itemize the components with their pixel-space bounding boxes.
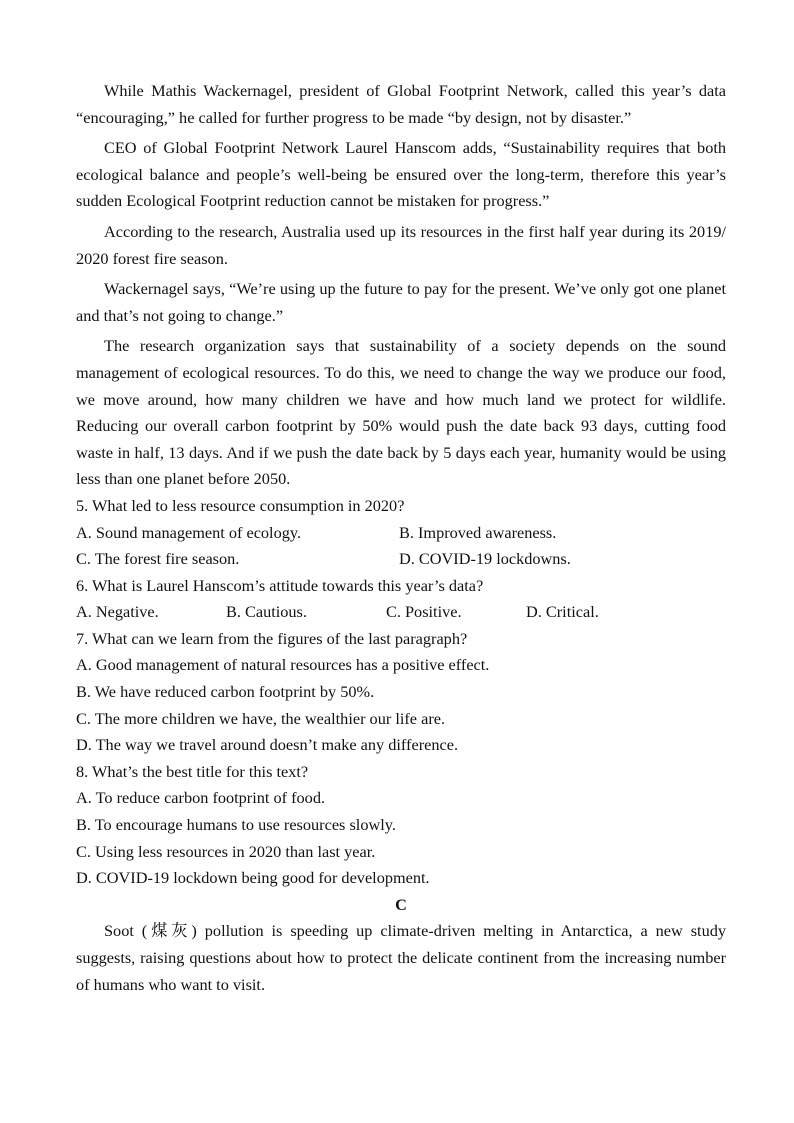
question-6 (76, 573, 726, 626)
question-5-option-b: B. Improved awareness. (399, 522, 557, 542)
question-6-option-d: D. Critical. (526, 602, 599, 622)
paragraph-1: While Mathis Wackernagel, president of Global Footprint Network, called this year’s data “encouraging,” he called for further progress to be made “by design, not by disaster.” (76, 81, 726, 127)
question-7-stem: 7. What can we learn from the figures of the last paragraph? (76, 628, 468, 648)
question-5-option-c: C. The forest fire season. (76, 549, 240, 569)
question-7-option-a: A. Good management of natural resources has a positive effect. (76, 655, 490, 675)
question-8-option-c: C. Using less resources in 2020 than last year. (76, 841, 376, 861)
question-7 (76, 626, 726, 759)
document-page (76, 78, 726, 1002)
question-5 (76, 493, 726, 573)
section-c-paragraph: Soot (煤灰) pollution is speeding up climate-driven melting in Antarctica, a new study suggests, raising questions about how to protect the delicate continent from the increasing number of humans who want to visit. (76, 921, 726, 994)
question-6-stem: 6. What is Laurel Hanscom’s attitude towards this year’s data? (76, 575, 484, 595)
question-8 (76, 759, 726, 892)
paragraph-2: CEO of Global Footprint Network Laurel Hanscom adds, “Sustainability requires that both ecological balance and people’s well-being be ensured over the long-term, therefore this year’s sudden Ecological Footprint reduction cannot be mistaken for progress.” (76, 138, 726, 211)
question-7-option-d: D. The way we travel around doesn’t make any difference. (76, 735, 459, 755)
question-5-stem: 5. What led to less resource consumption in 2020? (76, 495, 405, 515)
question-5-option-d: D. COVID-19 lockdowns. (399, 549, 571, 569)
paragraph-5: The research organization says that sustainability of a society depends on the sound management of ecological resources. To do this, we need to change the way we produce our food, we move around, how many children we have and how much land we protect for wildlife. Reducing our overall carbon footprint by 50% would push the date back 93 days, cutting food waste in half, 13 days. And if we push the date back by 5 days each year, humanity would be using less than one planet before 2050. (76, 336, 726, 489)
question-7-option-b: B. We have reduced carbon footprint by 50%. (76, 682, 375, 702)
paragraph-3: According to the research, Australia used up its resources in the first half year during its 2019/ 2020 forest fire season. (76, 221, 726, 268)
question-8-stem: 8. What’s the best title for this text? (76, 761, 309, 781)
question-7-option-c: C. The more children we have, the wealthier our life are. (76, 708, 446, 728)
question-6-option-a: A. Negative. (76, 602, 159, 622)
question-6-options-row (76, 599, 726, 626)
question-8-option-b: B. To encourage humans to use resources slowly. (76, 815, 396, 835)
section-c-heading: C (395, 894, 407, 914)
question-5-option-a: A. Sound management of ecology. (76, 522, 302, 542)
question-6-option-c: C. Positive. (386, 602, 462, 622)
question-5-options-row-1 (76, 520, 726, 547)
question-5-options-row-2 (76, 546, 726, 573)
question-6-option-b: B. Cautious. (226, 602, 307, 622)
paragraph-4: Wackernagel says, “We’re using up the future to pay for the present. We’ve only got one planet and that’s not going to change.” (76, 279, 726, 325)
question-8-option-d: D. COVID-19 lockdown being good for development. (76, 868, 430, 888)
question-8-option-a: A. To reduce carbon footprint of food. (76, 788, 326, 808)
